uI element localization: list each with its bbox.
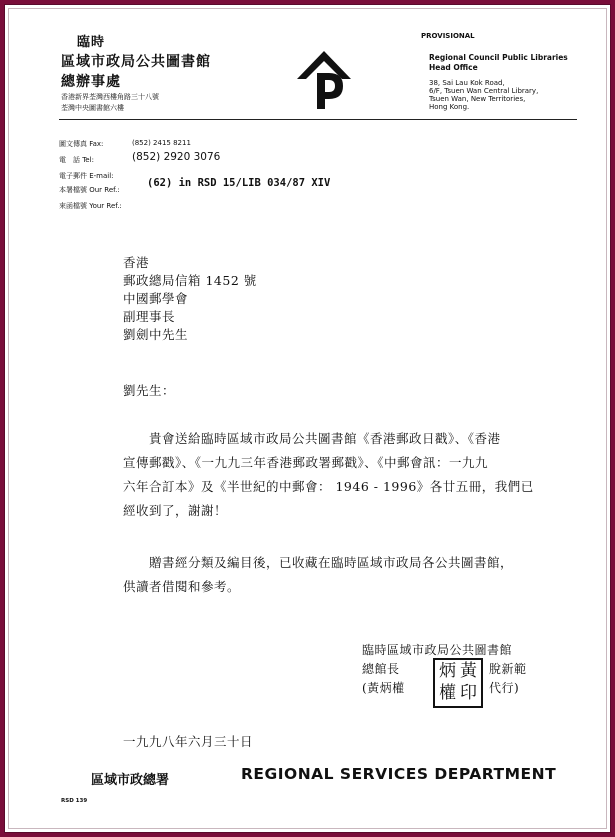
our-ref-label: 本署檔號 Our Ref.: [59,186,120,194]
footer-cn-department: 區域市政總署 [91,773,170,788]
paragraph1-line: 宣傳郵戳》、《一九九三年香港郵政署郵戳》、《中郵會訊：一九九 [123,455,489,470]
cn-address-line-2: 荃灣中央圖書館六樓 [61,104,124,112]
paragraph1-line: 經收到了，謝謝！ [123,503,228,518]
cn-provisional-label: 臨時 [77,35,106,50]
recipient-line: 中國郵學會 [123,291,189,306]
tel-label: 電 話 Tel: [59,156,94,164]
en-address-line: 38, Sai Lau Kok Road, [429,79,505,87]
cn-department-name: 區域市政局公共圖書館 [61,54,211,70]
your-ref-label: 來函檔號 Your Ref.: [59,202,122,210]
page-inner-border [8,8,607,829]
en-address-line: 6/F, Tsuen Wan Central Library, [429,87,539,95]
seal-glyph: 炳 [439,661,456,681]
recipient-line: 副理事長 [123,309,176,324]
signature-on-behalf: 代行) [489,681,520,695]
our-ref-value: (62) in RSD 15/LIB 034/87 XIV [147,177,331,189]
paragraph2-line: 贈書經分類及編目後，已收藏在臨時區域市政局各公共圖書館， [149,555,514,570]
signature-name: 脫新範 [489,662,527,676]
en-department-name: Regional Council Public Libraries [429,53,568,62]
signature-delegate: (黃炳權 [362,681,405,695]
email-label: 電子郵件 E-mail: [59,172,114,180]
chinese-seal-stamp-icon [433,658,483,708]
letter-date: 一九九八年六月三十日 [123,734,254,749]
paragraph1-line: 六年合訂本》及《半世紀的中郵會： 1946 - 1996》各廿五冊，我們已 [123,479,534,494]
regional-council-logo-icon [295,49,353,111]
footer-en-department: REGIONAL SERVICES DEPARTMENT [241,765,557,783]
signature-line-1: 臨時區域市政局公共圖書館 [362,643,513,657]
form-code: RSD 139 [61,798,88,804]
cn-address-line-1: 香港新界荃灣西樓角路三十八號 [61,93,159,101]
en-address-line: Hong Kong. [429,103,470,111]
en-office-name: Head Office [429,63,478,72]
seal-glyph: 黃 [460,661,477,681]
recipient-line: 郵政總局信箱 1452 號 [123,273,257,288]
header-divider [59,119,577,120]
signature-title: 總館長 [362,662,400,676]
recipient-line: 香港 [123,255,150,270]
seal-glyph: 權 [439,683,456,703]
cn-office-name: 總辦事處 [61,74,121,90]
fax-label: 圖文傳真 Fax: [59,140,104,148]
recipient-line: 劉劍中先生 [123,327,189,342]
seal-glyph: 印 [460,683,477,703]
tel-value: (852) 2920 3076 [132,151,221,163]
en-address-line: Tsuen Wan, New Territories, [429,95,526,103]
en-provisional-label: PROVISIONAL [421,32,475,40]
letter-page [4,4,611,833]
fax-value: (852) 2415 8211 [132,139,191,147]
paragraph1-line: 貴會送給臨時區域市政局公共圖書館《香港郵政日戳》、《香港 [149,431,501,446]
paragraph2-line: 供讀者借閱和參考。 [123,579,241,594]
salutation: 劉先生： [123,383,176,398]
